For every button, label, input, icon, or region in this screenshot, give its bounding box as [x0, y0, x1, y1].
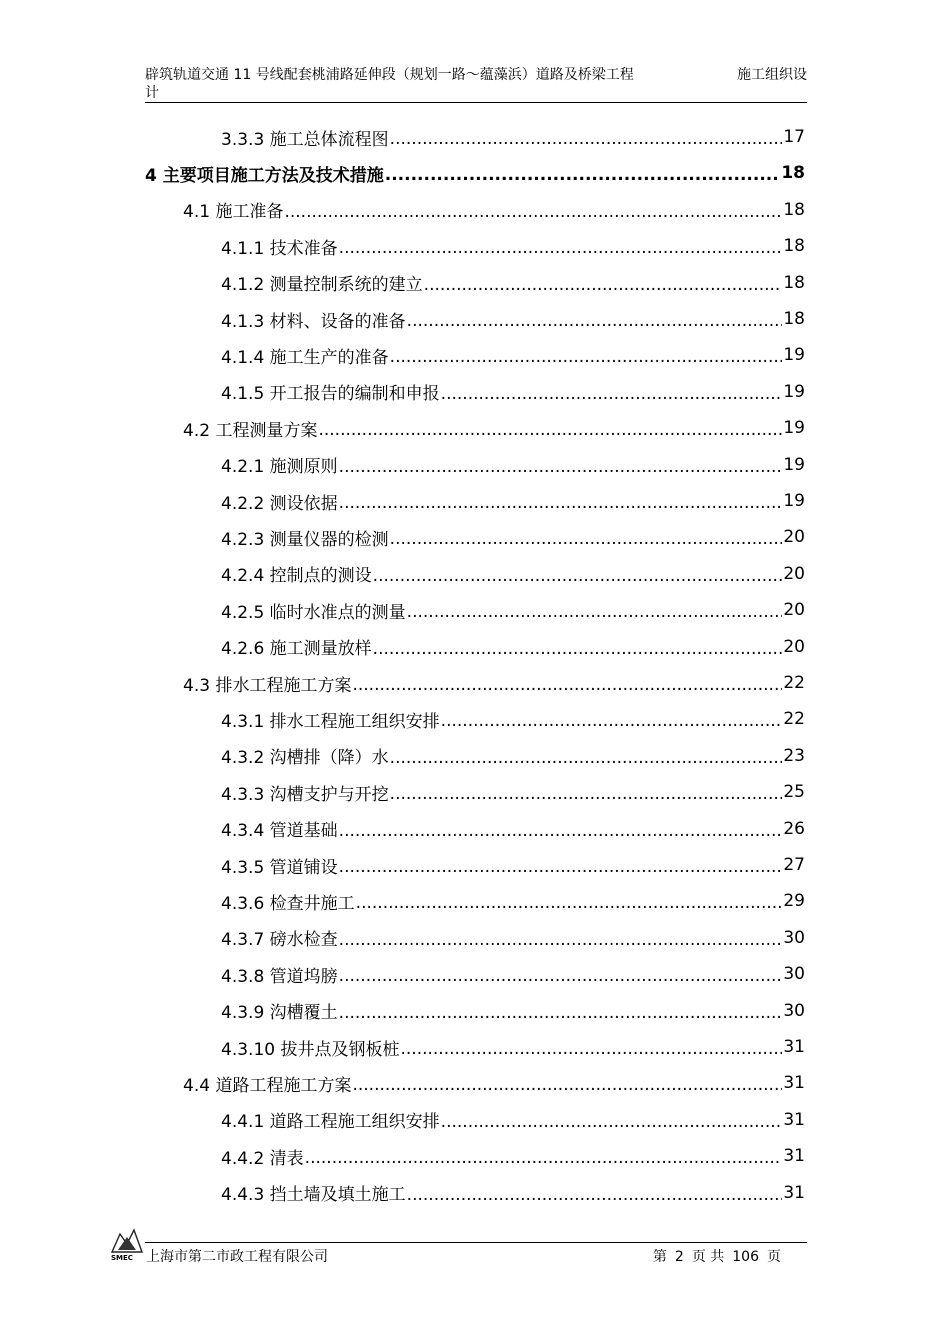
- toc-entry-label: 4.1.4 施工生产的准备: [221, 347, 389, 368]
- toc-leader-dots: [441, 711, 783, 731]
- toc-leader-dots: [390, 347, 783, 367]
- toc-entry-label: 4.3.5 管道铺设: [221, 857, 338, 878]
- toc-entry-label: 4.2.1 施测原则: [221, 457, 338, 478]
- toc-entry-label: 4.3.9 沟槽覆土: [221, 1003, 338, 1024]
- toc-leader-dots: [441, 1112, 783, 1132]
- toc-entry-page: 26: [783, 818, 805, 839]
- toc-entry-label: 4.4.1 道路工程施工组织安排: [221, 1112, 440, 1133]
- toc-entry[interactable]: [221, 447, 805, 483]
- toc-entry[interactable]: [221, 993, 805, 1029]
- toc-entry-label: 4.1.5 开工报告的编制和申报: [221, 384, 440, 405]
- toc-entry-page: 31: [783, 1073, 805, 1094]
- toc-leader-dots: [339, 457, 783, 477]
- toc-entry-label: 4.3 排水工程施工方案: [183, 675, 352, 696]
- toc-leader-dots: [400, 1039, 782, 1059]
- toc-entry-label: 3.3.3 施工总体流程图: [221, 129, 389, 150]
- toc-leader-dots: [390, 784, 783, 804]
- toc-entry-page: 22: [783, 673, 805, 693]
- toc-entry-label: 4.2.5 临时水准点的测量: [221, 602, 406, 623]
- toc-entry[interactable]: [145, 155, 805, 191]
- toc-entry-label: 4.1.3 材料、设备的准备: [221, 311, 406, 332]
- company-logo-icon: [108, 1224, 146, 1262]
- toc-entry-page: 23: [783, 745, 805, 766]
- toc-leader-dots: [339, 857, 783, 877]
- toc-leader-dots: [390, 129, 783, 149]
- toc-entry-page: 30: [783, 964, 805, 985]
- page-mid: 页 共: [691, 1249, 725, 1265]
- toc-entry-label: 4.2.3 测量仪器的检测: [221, 529, 389, 550]
- toc-entry-page: 31: [783, 1146, 805, 1167]
- toc-entry-page: 18: [783, 309, 805, 329]
- header-title-wrap: 计: [145, 85, 159, 101]
- toc-entry[interactable]: [221, 592, 805, 628]
- toc-entry[interactable]: [183, 192, 805, 228]
- footer-company-name: 上海市第二市政工程有限公司: [146, 1249, 328, 1265]
- toc-entry[interactable]: [221, 811, 805, 847]
- page-header: [145, 66, 807, 102]
- toc-leader-dots: [339, 238, 783, 258]
- toc-entry[interactable]: [183, 410, 805, 446]
- toc-entry-label: 4.3.10 拔井点及钢板桩: [221, 1039, 400, 1060]
- toc-entry[interactable]: [221, 374, 805, 410]
- toc-leader-dots: [390, 748, 783, 768]
- toc-entry[interactable]: [221, 1175, 805, 1211]
- toc-entry-page: 31: [783, 1182, 805, 1203]
- toc-entry[interactable]: [221, 956, 805, 992]
- toc-entry-label: 4.2.4 控制点的测设: [221, 566, 372, 587]
- toc-leader-dots: [373, 566, 783, 586]
- toc-entry-page: 20: [783, 563, 805, 584]
- toc-entry[interactable]: [221, 1138, 805, 1174]
- toc-entry[interactable]: [183, 665, 805, 701]
- logo-lettering: SMEC: [111, 1254, 133, 1262]
- toc-entry-label: 4.2.6 施工测量放样: [221, 639, 372, 660]
- toc-entry-page: 19: [783, 345, 805, 366]
- toc-leader-dots: [305, 1148, 783, 1168]
- toc-entry[interactable]: [221, 738, 805, 774]
- toc-entry-page: 31: [783, 1037, 805, 1057]
- toc-leader-dots: [339, 493, 783, 513]
- toc-leader-dots: [352, 675, 782, 695]
- toc-entry-page: 27: [783, 855, 805, 875]
- footer-divider: [145, 1242, 807, 1243]
- toc-leader-dots: [339, 1003, 783, 1023]
- current-page: 2: [674, 1249, 684, 1265]
- toc-leader-dots: [356, 893, 783, 913]
- toc-entry-page: 19: [783, 381, 805, 402]
- toc-leader-dots: [284, 202, 782, 222]
- toc-entry[interactable]: [221, 337, 805, 373]
- toc-entry[interactable]: [221, 1029, 805, 1065]
- toc-entry-label: 4.3.8 管道坞膀: [221, 966, 338, 987]
- header-document-title: [145, 66, 685, 102]
- toc-entry-label: 4.3.1 排水工程施工组织安排: [221, 711, 440, 732]
- toc-entry-label: 4 主要项目施工方法及技术措施: [145, 165, 384, 186]
- toc-entry-label: 4.4.3 挡土墙及填土施工: [221, 1185, 406, 1206]
- toc-entry-page: 22: [783, 709, 805, 730]
- toc-leader-dots: [407, 602, 783, 622]
- toc-leader-dots: [373, 639, 783, 659]
- toc-entry-page: 19: [783, 491, 805, 511]
- toc-entry-label: 4.3.2 沟槽排（降）水: [221, 748, 389, 769]
- toc-entry-page: 18: [783, 272, 805, 293]
- toc-leader-dots: [339, 930, 783, 950]
- header-section-title: 施工组织设: [737, 67, 807, 83]
- toc-entry-label: 4.3.7 磅水检查: [221, 930, 338, 951]
- toc-leader-dots: [424, 275, 783, 295]
- toc-entry-page: 18: [783, 199, 805, 220]
- toc-entry-page: 19: [783, 418, 805, 439]
- toc-entry-page: 20: [783, 636, 805, 657]
- toc-entry-label: 4.3.4 管道基础: [221, 821, 338, 842]
- toc-entry-label: 4.2 工程测量方案: [183, 420, 318, 441]
- toc-leader-dots: [407, 1185, 783, 1205]
- toc-entry-page: 17: [783, 127, 805, 147]
- toc-entry-page: 30: [783, 927, 805, 948]
- toc-entry[interactable]: [221, 556, 805, 592]
- toc-entry-page: 29: [783, 891, 805, 912]
- toc-entry[interactable]: [221, 701, 805, 737]
- toc-entry[interactable]: [221, 629, 805, 665]
- toc-leader-dots: [339, 966, 783, 986]
- toc-entry-page: 19: [783, 454, 805, 475]
- toc-entry-label: 4.1.1 技术准备: [221, 238, 338, 259]
- toc-entry-label: 4.3.6 检查井施工: [221, 893, 355, 914]
- toc-leader-dots: [407, 311, 783, 331]
- toc-leader-dots: [441, 384, 783, 404]
- header-divider: [145, 102, 807, 103]
- header-title-line: 辟筑轨道交通 11 号线配套桃浦路延伸段（规划一路～蕴藻浜）道路及桥梁工程: [145, 67, 634, 83]
- toc-entry-label: 4.1 施工准备: [183, 202, 284, 223]
- toc-entry-page: 30: [783, 1000, 805, 1021]
- toc-entry[interactable]: [221, 847, 805, 883]
- toc-leader-dots: [339, 821, 783, 841]
- toc-entry-label: 4.4.2 清表: [221, 1148, 304, 1169]
- toc-entry[interactable]: [221, 920, 805, 956]
- toc-entry-page: 18: [781, 163, 805, 184]
- toc-entry-label: 4.2.2 测设依据: [221, 493, 338, 514]
- footer-page-number: [649, 1246, 785, 1266]
- page-prefix: 第: [652, 1249, 667, 1265]
- toc-leader-dots: [385, 165, 781, 185]
- toc-entry[interactable]: [221, 119, 805, 155]
- toc-entry[interactable]: [221, 228, 805, 264]
- toc-leader-dots: [352, 1075, 782, 1095]
- toc-entry[interactable]: [221, 265, 805, 301]
- toc-entry-page: 18: [783, 236, 805, 257]
- page-suffix: 页: [767, 1249, 781, 1265]
- toc-entry[interactable]: [221, 1102, 805, 1138]
- toc-leader-dots: [318, 420, 782, 440]
- toc-leader-dots: [390, 529, 783, 549]
- toc-entry[interactable]: [221, 483, 805, 519]
- toc-entry-label: 4.1.2 测量控制系统的建立: [221, 275, 423, 296]
- toc-entry[interactable]: [221, 774, 805, 810]
- toc-entry-page: 20: [783, 600, 805, 621]
- toc-entry[interactable]: [183, 1065, 805, 1101]
- toc-entry-label: 4.4 道路工程施工方案: [183, 1075, 352, 1096]
- toc-entry-label: 4.3.3 沟槽支护与开挖: [221, 784, 389, 805]
- toc-entry[interactable]: [221, 519, 805, 555]
- total-pages: 106: [732, 1249, 759, 1265]
- toc-entry[interactable]: [221, 301, 805, 337]
- toc-entry-page: 25: [783, 782, 805, 803]
- toc-entry-page: 31: [783, 1109, 805, 1130]
- toc-entry[interactable]: [221, 883, 805, 919]
- toc-entry-page: 20: [783, 527, 805, 548]
